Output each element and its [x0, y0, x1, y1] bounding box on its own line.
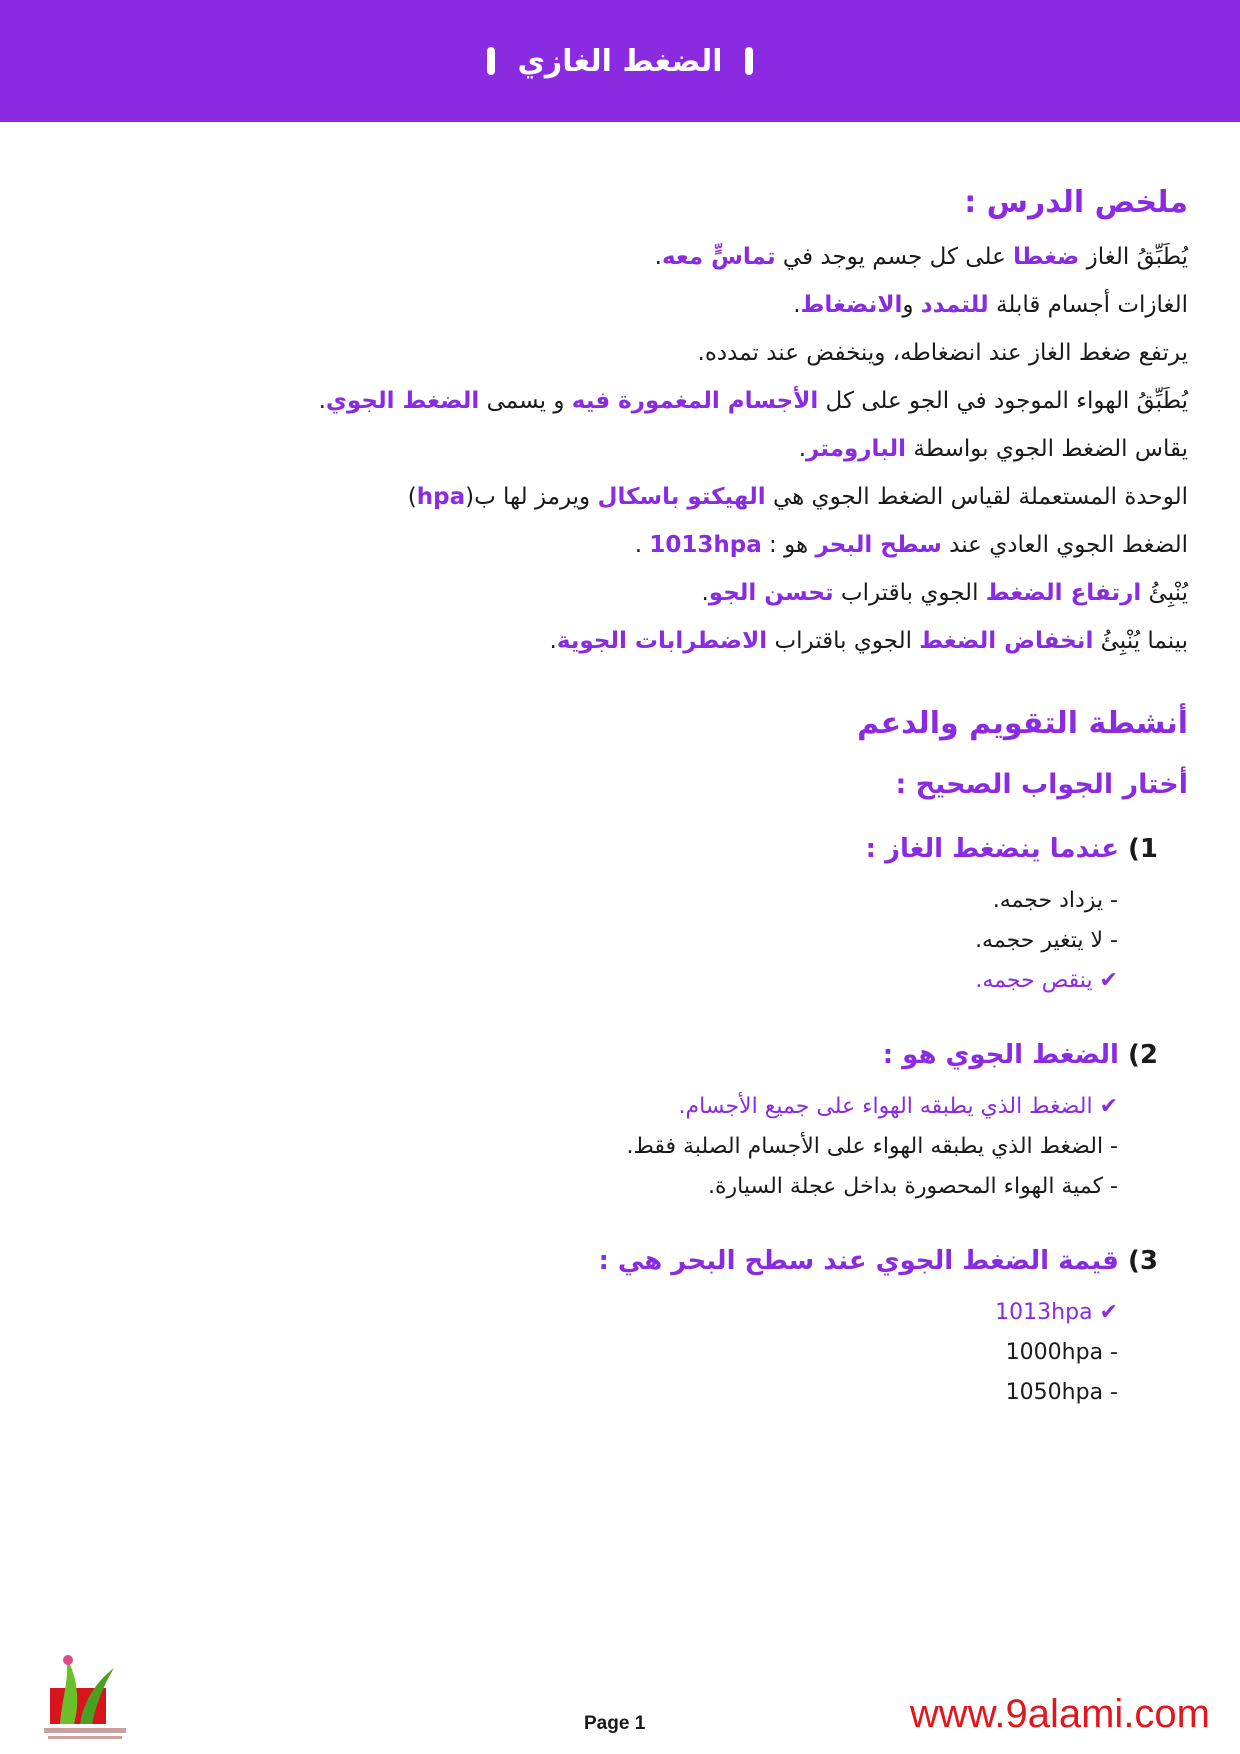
highlight-term: للتمدد	[920, 292, 989, 318]
option[interactable]: - لا يتغير حجمه.	[975, 928, 1118, 953]
line-text: يُطَبِّقُ الهواء الموجود في الجو على كل	[818, 388, 1188, 414]
highlight-term: الضغط الجوي	[325, 388, 480, 414]
line-text: ويرمز لها ب(	[465, 484, 598, 510]
option[interactable]: - كمية الهواء المحصورة بداخل عجلة السيارة.	[707, 1174, 1118, 1199]
activities-heading: أنشطة التقويم والدعم	[857, 706, 1188, 741]
line-text: الضغط الجوي العادي عند	[941, 532, 1188, 558]
highlight-term: hpa	[416, 484, 466, 510]
question-block	[68, 834, 1188, 996]
line-text: هو :	[761, 532, 816, 558]
line-text: .	[793, 292, 801, 318]
highlight-term: البارومتر	[806, 436, 907, 462]
summary-line	[68, 386, 1188, 416]
highlight-term: الاضطرابات الجوية	[556, 628, 768, 654]
page-number: Page 1	[584, 1713, 646, 1734]
header-title-wrap	[487, 44, 752, 79]
highlight-term: سطح البحر	[815, 532, 942, 558]
content	[68, 185, 1188, 1452]
highlight-term: ضغطا	[1013, 244, 1080, 270]
line-text: الجوي باقتراب	[833, 580, 986, 606]
highlight-term: 1013hpa	[649, 532, 762, 558]
line-text: الغازات أجسام قابلة	[988, 292, 1188, 318]
questions	[68, 834, 1188, 1408]
title-bar-left	[487, 47, 495, 75]
option[interactable]: - 1000hpa	[1005, 1340, 1118, 1365]
summary-line	[68, 578, 1188, 608]
line-text: )	[407, 484, 417, 510]
summary-line	[68, 530, 1188, 560]
question-text: قيمة الضغط الجوي عند سطح البحر هي :	[598, 1246, 1129, 1276]
options-list	[68, 886, 1118, 996]
site-url[interactable]: www.9alami.com	[909, 1692, 1210, 1736]
line-text: يُنْبِئُ	[1141, 580, 1188, 606]
option-correct[interactable]: ✔ ينقص حجمه.	[975, 968, 1118, 993]
line-text: .	[549, 628, 557, 654]
summary-line	[68, 626, 1188, 656]
question-title	[68, 1040, 1158, 1070]
line-text: .	[318, 388, 326, 414]
line-text: .	[798, 436, 807, 462]
summary-line	[68, 242, 1188, 272]
highlight-term: ارتفاع الضغط	[985, 580, 1142, 606]
question-block	[68, 1040, 1188, 1202]
line-text: يُطَبِّقُ الغاز	[1079, 244, 1188, 270]
option-correct[interactable]: ✔ 1013hpa	[995, 1300, 1118, 1325]
line-text: .	[701, 580, 709, 606]
option[interactable]: - يزداد حجمه.	[992, 888, 1118, 913]
line-text: يقاس الضغط الجوي بواسطة	[906, 436, 1188, 462]
highlight-term: الهيكتو باسكال	[597, 484, 766, 510]
question-text: عندما ينضغط الغاز :	[865, 834, 1129, 864]
highlight-term: الانضغاط	[800, 292, 903, 318]
highlight-term: انخفاض الضغط	[919, 628, 1094, 654]
summary-line	[68, 434, 1188, 464]
title-bar-right	[745, 47, 753, 75]
option-correct[interactable]: ✔ الضغط الذي يطبقه الهواء على جميع الأجسام.	[678, 1094, 1118, 1119]
line-text: الجوي باقتراب	[767, 628, 920, 654]
academy-logo-icon	[40, 1648, 130, 1743]
highlight-term: الأجسام المغمورة فيه	[571, 388, 819, 414]
question-title	[68, 1246, 1158, 1276]
highlight-term: تحسن الجو	[708, 580, 834, 606]
option[interactable]: - 1050hpa	[1005, 1380, 1118, 1405]
line-text: الوحدة المستعملة لقياس الضغط الجوي هي	[765, 484, 1188, 510]
summary-line	[68, 338, 1188, 368]
question-title	[68, 834, 1158, 864]
summary-line	[68, 482, 1188, 512]
activities-subheading: أختار الجواب الصحيح :	[895, 769, 1188, 800]
highlight-term: تماسٍّ معه	[661, 244, 776, 270]
options-list	[68, 1298, 1118, 1408]
page-header	[0, 0, 1240, 122]
line-text: و	[902, 292, 921, 318]
summary-lines	[68, 242, 1188, 656]
line-text: .	[654, 244, 662, 270]
question-number: 1)	[1128, 834, 1158, 864]
summary-line	[68, 290, 1188, 320]
options-list	[68, 1092, 1118, 1202]
line-text: و يسمى	[479, 388, 572, 414]
question-number: 2)	[1128, 1040, 1158, 1070]
question-number: 3)	[1128, 1246, 1158, 1276]
summary-heading: ملخص الدرس :	[964, 185, 1188, 220]
line-text: على كل جسم يوجد في	[775, 244, 1014, 270]
line-text: .	[634, 532, 650, 558]
option[interactable]: - الضغط الذي يطبقه الهواء على الأجسام الصلبة فقط.	[626, 1134, 1118, 1159]
line-text: بينما يُنْبِئُ	[1093, 628, 1188, 654]
page-title: الضغط الغازي	[517, 43, 723, 79]
question-block	[68, 1246, 1188, 1408]
line-text: يرتفع ضغط الغاز عند انضغاطه، وينخفض عند تمدده.	[697, 340, 1188, 366]
question-text: الضغط الجوي هو :	[882, 1040, 1129, 1070]
